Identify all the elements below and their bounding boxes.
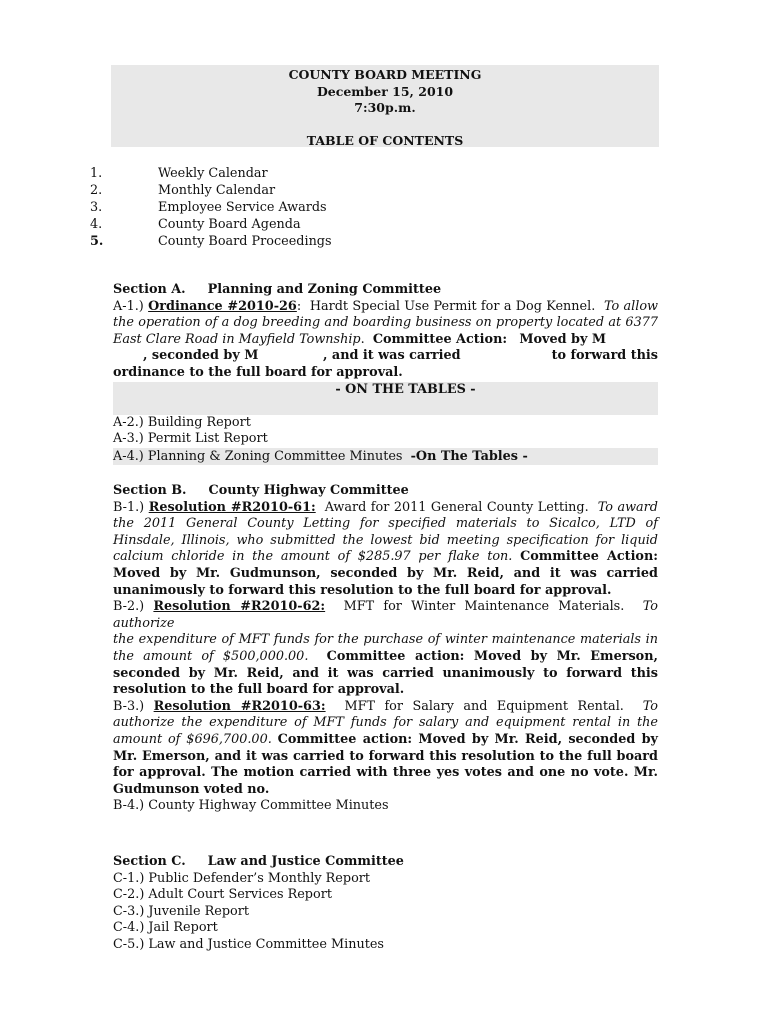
item-label: Permit List Report xyxy=(147,431,268,447)
item-description: MFT for Winter Maintenance Materials. xyxy=(343,599,625,615)
item-number: B-2.) xyxy=(113,599,145,615)
item-label: County Highway Committee Minutes xyxy=(148,798,389,814)
item-number: C-1.) xyxy=(113,870,145,886)
carried-text: , and it was carried xyxy=(323,348,461,364)
item-number: A-3.) xyxy=(113,431,144,447)
period: . xyxy=(360,331,365,347)
item-number: A-1.) xyxy=(113,298,144,314)
committee-action-label: Committee Action: xyxy=(372,331,508,347)
section-c xyxy=(113,854,658,954)
toc-label: Weekly Calendar xyxy=(158,166,268,181)
on-tables-note: -On The Tables - xyxy=(410,448,528,464)
agenda-item xyxy=(113,431,658,448)
section-a xyxy=(113,282,658,465)
on-the-tables-text: - ON THE TABLES - xyxy=(335,381,476,397)
item-description: Hardt Special Use Permit for a Dog Kennel. xyxy=(309,298,596,314)
ordinance-approval-line: ordinance to the full board for approval. xyxy=(113,364,403,380)
committee-action: Committee action: Moved by Mr. Reid, seconded by Mr. Emerson, and it was carried to forward this resolution to the full board for approval. The motion carried with three yes votes and one no vote. Mr. Gudmunson voted no. xyxy=(113,731,658,797)
section-heading xyxy=(113,483,658,500)
section-label: Section A. xyxy=(113,282,186,297)
on-the-tables-banner xyxy=(113,382,658,415)
toc-item xyxy=(90,165,490,182)
item-label: Adult Court Services Report xyxy=(148,887,332,903)
item-number: C-3.) xyxy=(113,903,145,919)
resolution-link[interactable]: Resolution #R2010-63: xyxy=(153,698,326,714)
item-purpose: To allow the operation of a dog breeding and boarding business on property located at 6377 East Clare Road in Mayfield Township xyxy=(113,298,659,347)
meeting-time: 7:30p.m. xyxy=(354,100,416,115)
agenda-item xyxy=(113,871,658,888)
item-label: Public Defender’s Monthly Report xyxy=(148,870,371,886)
toc-item xyxy=(90,216,490,233)
toc-item xyxy=(90,199,490,216)
resolution-link[interactable]: Resolution #R2010-62: xyxy=(153,599,326,615)
agenda-item xyxy=(113,937,658,954)
toc-item xyxy=(90,182,490,199)
item-number: C-4.) xyxy=(113,920,145,936)
section-title: County Highway Committee xyxy=(208,483,409,498)
item-purpose: To authorize the expenditure of MFT funds for salary and equipment rental in the amount of $696,700.00. xyxy=(113,698,659,747)
toc-heading: TABLE OF CONTENTS xyxy=(306,132,464,148)
section-title: Planning and Zoning Committee xyxy=(207,282,442,297)
section-label: Section C. xyxy=(113,854,186,869)
section-label: Section B. xyxy=(113,483,187,498)
agenda-item xyxy=(113,904,658,921)
agenda-item xyxy=(113,887,658,904)
meeting-date: December 15, 2010 xyxy=(316,83,454,99)
toc-number: 4. xyxy=(90,217,103,232)
item-number: B-4.) xyxy=(113,798,145,814)
item-label: Juvenile Report xyxy=(148,903,250,919)
section-heading xyxy=(113,854,658,871)
section-b xyxy=(113,483,658,815)
moved-by: Moved by M xyxy=(519,331,607,347)
agenda-item-a1 xyxy=(113,299,658,349)
toc-number: 3. xyxy=(90,200,103,215)
item-description: Award for 2011 General County Letting. xyxy=(324,499,589,515)
ordinance-link[interactable]: Ordinance #2010-26 xyxy=(148,298,297,314)
section-heading xyxy=(113,282,658,299)
item-label: Building Report xyxy=(147,414,251,430)
item-number: B-3.) xyxy=(113,698,145,714)
toc-number: 1. xyxy=(90,166,103,181)
agenda-item xyxy=(113,920,658,937)
item-number: A-2.) xyxy=(113,414,144,430)
agenda-item-b1 xyxy=(113,500,658,600)
item-purpose: the expenditure of MFT funds for the purchase of winter maintenance materials in the amount of $500,000.00. xyxy=(113,632,658,664)
agenda-item-b2 xyxy=(113,599,658,699)
toc-label: Employee Service Awards xyxy=(158,200,327,215)
toc-item xyxy=(90,233,490,250)
colon: : xyxy=(296,298,302,314)
toc-label: County Board Proceedings xyxy=(158,234,332,249)
agenda-item xyxy=(113,798,658,815)
item-number: B-1.) xyxy=(113,499,145,515)
resolution-link[interactable]: Resolution #R2010-61: xyxy=(148,499,316,515)
item-number: C-2.) xyxy=(113,887,145,903)
committee-action: Committee action: Moved by Mr. Emerson, seconded by Mr. Reid, and it was carried unanimously to forward this resolution to the full board for approval. xyxy=(113,648,658,698)
toc-number: 5. xyxy=(90,234,104,249)
meeting-title: COUNTY BOARD MEETING xyxy=(288,67,482,82)
meeting-header xyxy=(111,65,659,147)
forward-text: to forward this xyxy=(551,348,658,364)
section-title: Law and Justice Committee xyxy=(207,854,404,869)
item-purpose-start: To authorize xyxy=(113,599,659,631)
toc-number: 2. xyxy=(90,183,103,198)
item-purpose: To award the 2011 General County Letting for specified materials to Sicalco, LTD of Hinsdale, Illinois, who submitted the lowest bid meeting specification for liquid calcium chloride in the amount of $285.97 per flake ton. xyxy=(113,499,658,565)
item-description: MFT for Salary and Equipment Rental. xyxy=(344,698,624,714)
agenda-item-a4 xyxy=(113,448,658,465)
committee-action: Committee Action: Moved by Mr. Gudmunson, seconded by Mr. Reid, and it was carried unanimously to forward this resolution to the full board for approval. xyxy=(113,549,658,598)
item-number: C-5.) xyxy=(113,936,145,952)
item-label: Jail Report xyxy=(148,920,218,936)
item-number: A-4.) xyxy=(113,448,144,464)
vote-line xyxy=(113,348,658,365)
toc-list xyxy=(90,165,490,250)
toc-label: County Board Agenda xyxy=(158,217,301,232)
agenda-item-b3 xyxy=(113,699,658,799)
item-label: Planning & Zoning Committee Minutes xyxy=(147,448,403,464)
toc-label: Monthly Calendar xyxy=(158,183,276,198)
seconded-by: , seconded by M xyxy=(143,348,259,364)
agenda-item xyxy=(113,415,658,432)
item-label: Law and Justice Committee Minutes xyxy=(148,936,384,952)
